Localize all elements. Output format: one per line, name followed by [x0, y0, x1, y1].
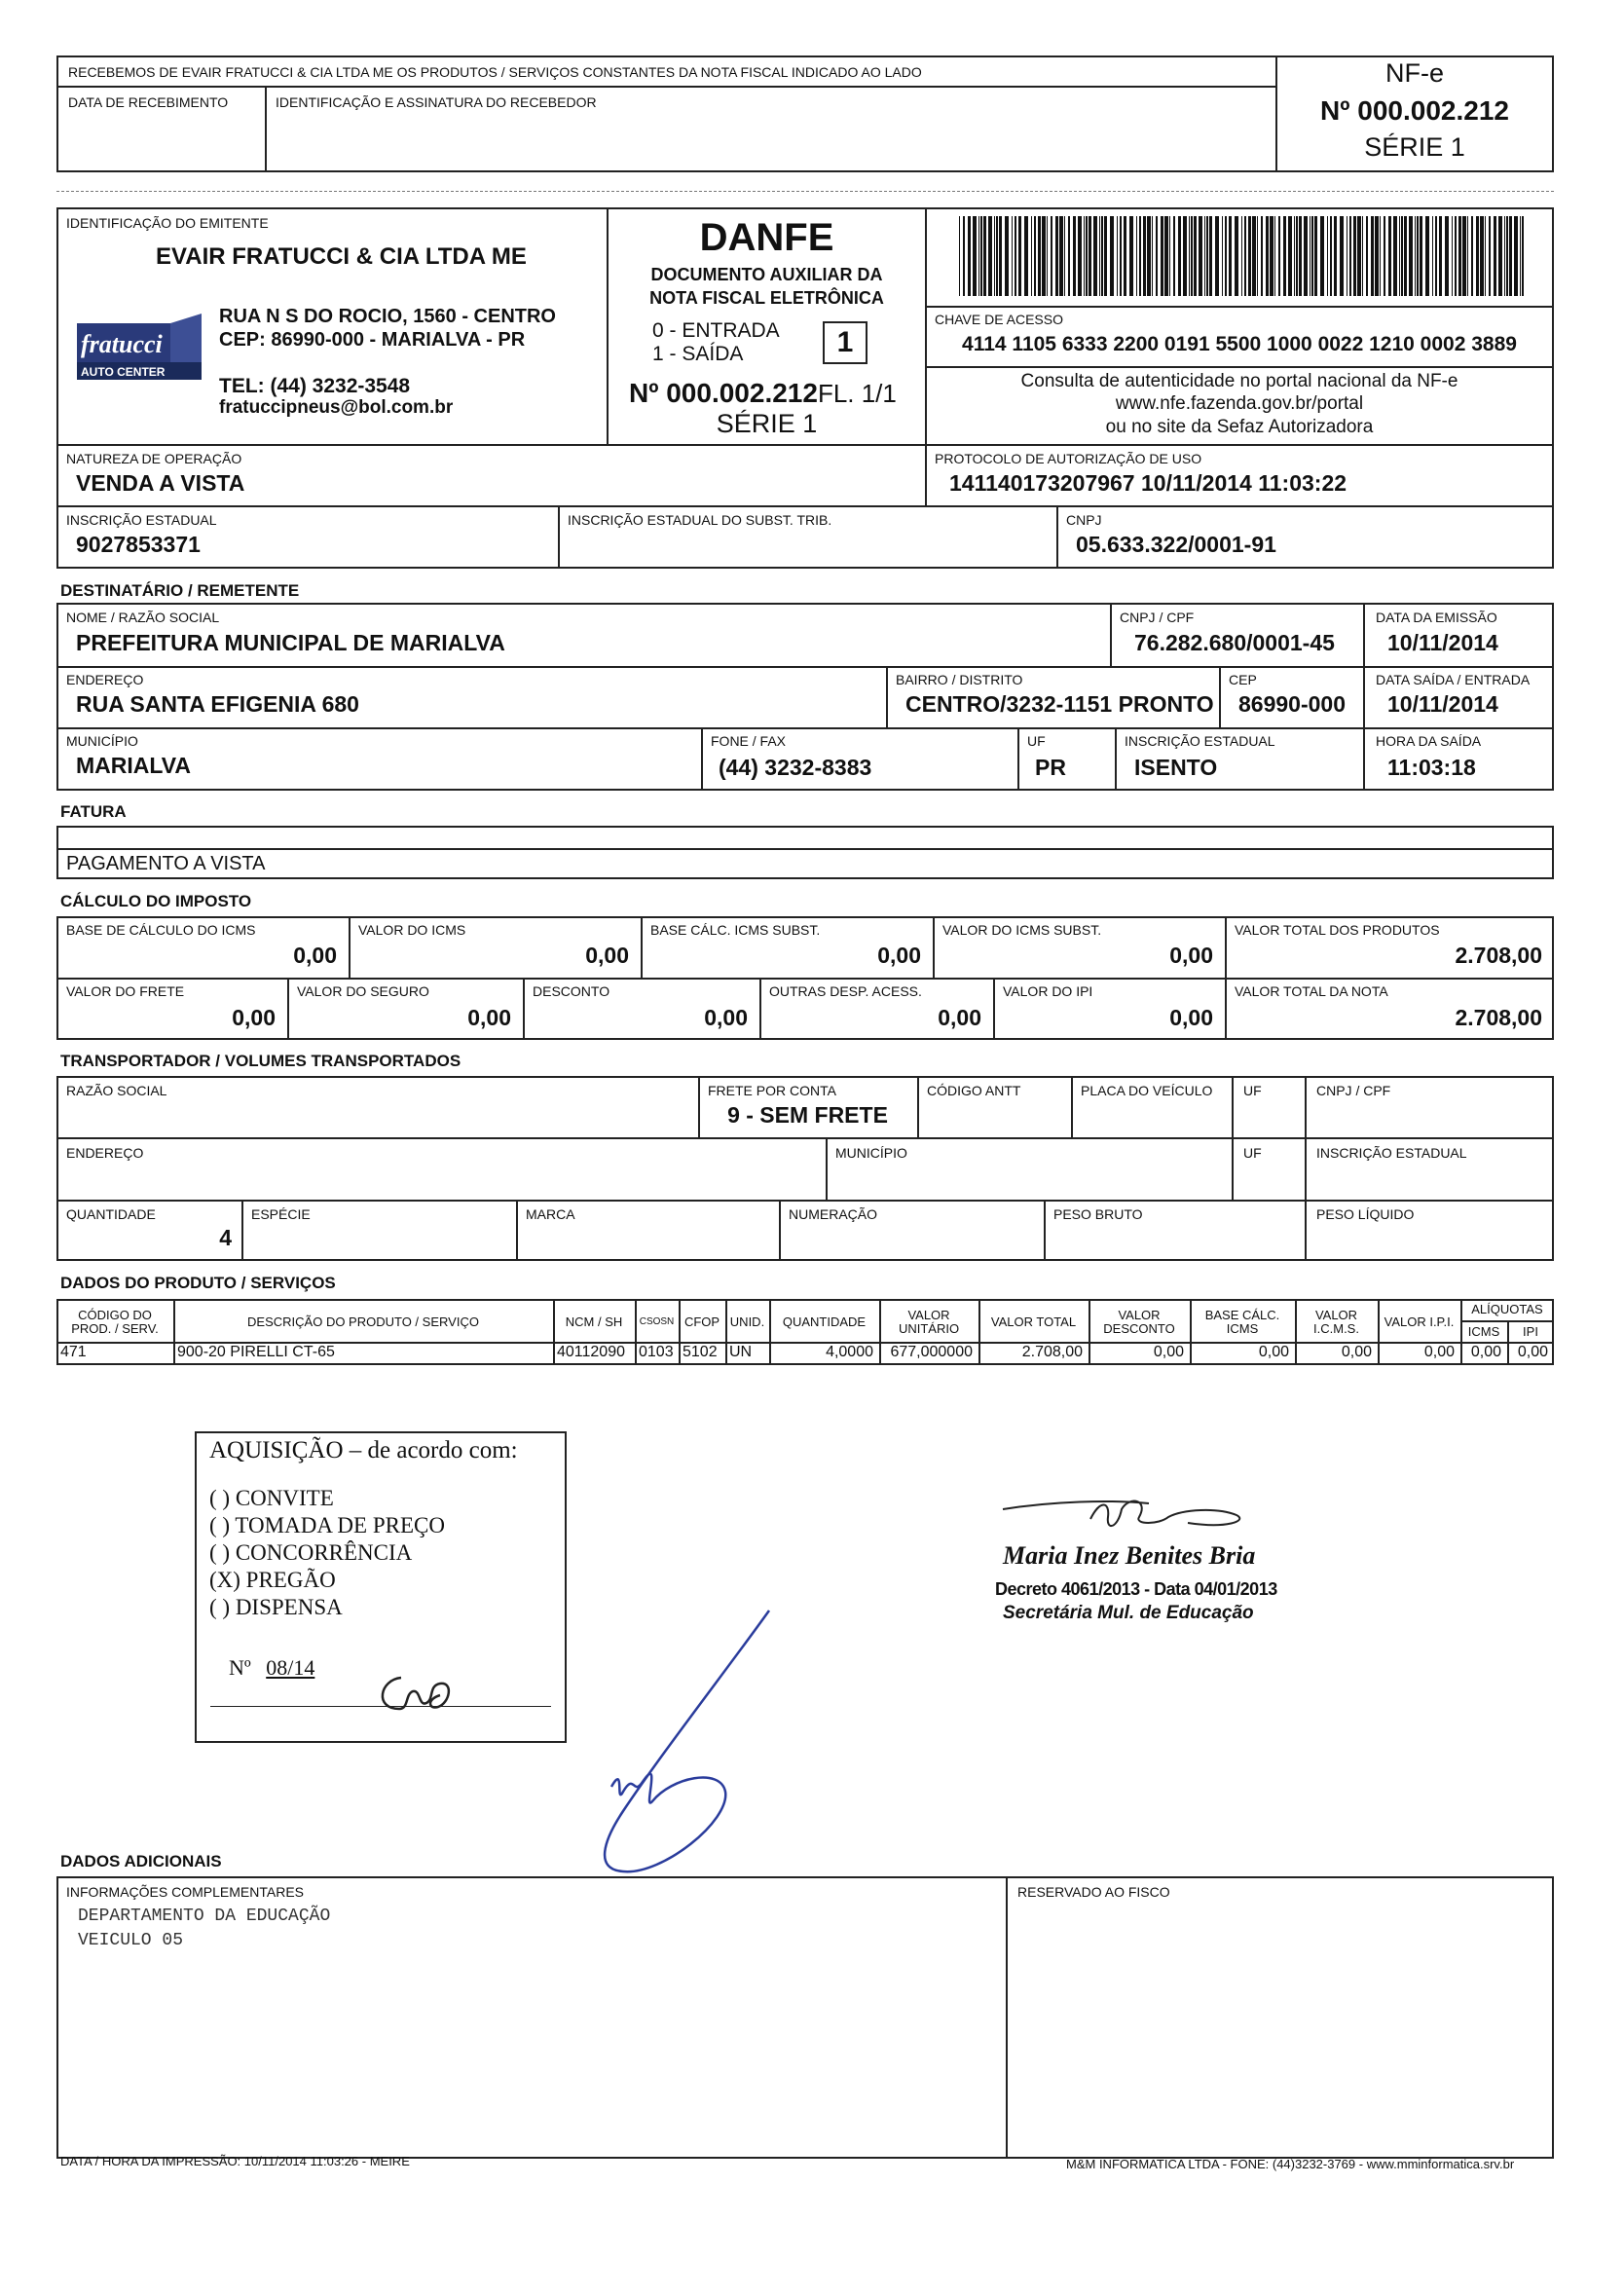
- barcode-bar: [1178, 216, 1181, 296]
- chave-consulta3: ou no site da Sefaz Autorizadora: [1105, 417, 1374, 437]
- barcode-bar: [1357, 216, 1361, 296]
- barcode-bar: [1294, 216, 1295, 296]
- canhoto-numero: Nº 000.002.212: [1320, 95, 1509, 126]
- imposto-label: BASE CÁLC. ICMS SUBST.: [650, 922, 821, 938]
- danfe-folha: FL. 1/1: [817, 379, 897, 408]
- fatura-box: [56, 826, 1554, 879]
- barcode-bar: [1034, 216, 1036, 296]
- barcode-bar: [1209, 216, 1212, 296]
- barcode-bar: [1366, 216, 1368, 296]
- barcode-bar: [1164, 216, 1168, 296]
- chave-value: 4114 1105 6333 2200 0191 5500 1000 0022 1210 0002 3889: [962, 333, 1517, 355]
- cnpj-label: CNPJ: [1066, 512, 1102, 528]
- dest-nome: PREFEITURA MUNICIPAL DE MARIALVA: [76, 630, 505, 655]
- transp-ie-label: INSCRIÇÃO ESTADUAL: [1316, 1145, 1467, 1161]
- natureza-label: NATUREZA DE OPERAÇÃO: [66, 451, 242, 466]
- assinatura-nome: Maria Inez Benites Bria: [1003, 1541, 1256, 1570]
- imposto-label: VALOR DO IPI: [1003, 983, 1093, 999]
- emitente-label: IDENTIFICAÇÃO DO EMITENTE: [66, 215, 269, 231]
- barcode-bar: [968, 216, 971, 296]
- cut-line: [56, 191, 1554, 192]
- barcode-bar: [1467, 216, 1468, 296]
- imposto-label: OUTRAS DESP. ACESS.: [769, 983, 922, 999]
- col-header-base: BASE CÁLC. ICMS: [1204, 1308, 1280, 1336]
- transp-bruto-label: PESO BRUTO: [1053, 1206, 1143, 1222]
- transp-marca-label: MARCA: [526, 1206, 575, 1222]
- barcode-bar: [1471, 216, 1473, 296]
- imposto-value: 0,00: [467, 1005, 511, 1030]
- barcode-bar: [1051, 216, 1052, 296]
- col-header-aipi: IPI: [1523, 1324, 1538, 1339]
- barcode-bar: [1506, 216, 1508, 296]
- barcode: [959, 216, 1524, 296]
- transp-frete-label: FRETE POR CONTA: [708, 1083, 836, 1098]
- barcode-bar: [1498, 216, 1502, 296]
- barcode-bar: [1514, 216, 1518, 296]
- col-header-aliq: ALÍQUOTAS: [1471, 1302, 1543, 1316]
- dest-uf-label: UF: [1027, 733, 1046, 749]
- emitente-nome: EVAIR FRATUCCI & CIA LTDA ME: [156, 243, 527, 270]
- barcode-bar: [1104, 216, 1107, 296]
- danfe-saida: 1 - SAÍDA: [652, 343, 744, 365]
- col-header-unid: UNID.: [729, 1315, 765, 1329]
- barcode-bar: [1117, 216, 1118, 296]
- transp-frete: 9 - SEM FRETE: [727, 1102, 888, 1128]
- stamp-item: ( ) DISPENSA: [209, 1595, 343, 1619]
- dest-hora-label: HORA DA SAÍDA: [1376, 733, 1482, 749]
- transp-endereco-label: ENDEREÇO: [66, 1145, 144, 1161]
- barcode-bar: [1415, 216, 1416, 296]
- info-label: INFORMAÇÕES COMPLEMENTARES: [66, 1884, 304, 1900]
- ie-label: INSCRIÇÃO ESTADUAL: [66, 512, 217, 528]
- barcode-bar: [1452, 216, 1453, 296]
- imposto-label: VALOR TOTAL DOS PRODUTOS: [1235, 922, 1440, 938]
- blue-signature: [584, 1607, 779, 1879]
- fatura-value: PAGAMENTO A VISTA: [66, 853, 266, 874]
- table-cell-vtotal: 2.708,00: [1021, 1344, 1083, 1360]
- chave-label: CHAVE DE ACESSO: [935, 312, 1064, 327]
- danfe-serie: SÉRIE 1: [716, 409, 818, 438]
- barcode-bar: [1143, 216, 1146, 296]
- barcode-bar: [1064, 216, 1065, 296]
- transp-municipio-label: MUNICÍPIO: [835, 1145, 907, 1161]
- barcode-bar: [1417, 216, 1419, 296]
- transp-antt-label: CÓDIGO ANTT: [927, 1083, 1021, 1098]
- dest-cep-label: CEP: [1229, 672, 1257, 687]
- imposto-value: 0,00: [1169, 943, 1213, 968]
- barcode-bar: [1152, 216, 1153, 296]
- barcode-bar: [1261, 216, 1263, 296]
- barcode-bar: [1283, 216, 1286, 296]
- protocolo-label: PROTOCOLO DE AUTORIZAÇÃO DE USO: [935, 451, 1202, 466]
- imposto-value: 0,00: [232, 1005, 276, 1030]
- imposto-label: VALOR TOTAL DA NOTA: [1235, 983, 1388, 999]
- barcode-bar: [1330, 216, 1332, 296]
- barcode-bar: [1129, 216, 1133, 296]
- barcode-bar: [1161, 216, 1163, 296]
- barcode-bar: [1229, 216, 1232, 296]
- danfe-sub2: NOTA FISCAL ELETRÔNICA: [649, 288, 884, 308]
- barcode-bar: [1204, 216, 1205, 296]
- danfe-entrada: 0 - ENTRADA: [652, 319, 780, 342]
- imposto-value: 0,00: [938, 1005, 981, 1030]
- assinatura-decreto: Decreto 4061/2013 - Data 04/01/2013: [995, 1579, 1277, 1599]
- barcode-bar: [1399, 216, 1400, 296]
- chave-consulta2: www.nfe.fazenda.gov.br/portal: [1115, 393, 1364, 414]
- barcode-bar: [1089, 216, 1091, 296]
- danfe-numero-value: Nº 000.002.212: [629, 378, 818, 408]
- col-header-vunit: VALOR UNITÁRIO: [898, 1308, 960, 1336]
- adicionais-section: DADOS ADICIONAIS: [60, 1852, 222, 1870]
- barcode-bar: [1005, 216, 1009, 296]
- transp-uf-label: UF: [1243, 1083, 1262, 1098]
- barcode-bar: [1018, 216, 1021, 296]
- dest-municipio-label: MUNICÍPIO: [66, 733, 138, 749]
- barcode-bar: [1078, 216, 1082, 296]
- col-header-vicms: VALOR I.C.M.S.: [1313, 1308, 1359, 1336]
- barcode-bar: [1124, 216, 1126, 296]
- imposto-value: 2.708,00: [1455, 943, 1542, 968]
- svg-text:AUTO CENTER: AUTO CENTER: [81, 365, 166, 379]
- barcode-bar: [983, 216, 986, 296]
- barcode-bar: [1311, 216, 1313, 296]
- danfe-numero: [629, 378, 897, 409]
- dest-uf: PR: [1035, 755, 1066, 780]
- col-header-descricao: DESCRIÇÃO DO PRODUTO / SERVIÇO: [247, 1315, 479, 1329]
- transp-placa-label: PLACA DO VEÍCULO: [1081, 1083, 1213, 1098]
- barcode-bar: [1520, 216, 1521, 296]
- stamp-item: ( ) CONVITE: [209, 1486, 334, 1510]
- barcode-bar: [994, 216, 995, 296]
- col-header-ncm: NCM / SH: [565, 1315, 623, 1329]
- dest-fone-label: FONE / FAX: [711, 733, 787, 749]
- danfe-tipo: 1: [836, 326, 854, 358]
- emitente-tel: TEL: (44) 3232-3548: [219, 375, 411, 397]
- barcode-bar: [980, 216, 982, 296]
- barcode-bar: [1194, 216, 1197, 296]
- col-header-vipi: VALOR I.P.I.: [1384, 1315, 1455, 1329]
- table-cell-vicms: 0,00: [1341, 1344, 1372, 1360]
- col-header-codigo: CÓDIGO DO PROD. / SERV.: [71, 1308, 159, 1336]
- barcode-bar: [1401, 216, 1403, 296]
- barcode-bar: [1278, 216, 1280, 296]
- barcode-bar: [1068, 216, 1070, 296]
- barcode-bar: [1101, 216, 1103, 296]
- barcode-bar: [1458, 216, 1461, 296]
- col-header-vdesc: VALOR DESCONTO: [1103, 1308, 1175, 1336]
- barcode-bar: [1199, 216, 1202, 296]
- imposto-value: 0,00: [1169, 1005, 1213, 1030]
- barcode-bar: [1183, 216, 1187, 296]
- barcode-bar: [1222, 216, 1223, 296]
- danfe-sub1: DOCUMENTO AUXILIAR DA: [650, 265, 883, 284]
- stamp-item: (X) PREGÃO: [209, 1568, 336, 1592]
- barcode-bar: [1334, 216, 1337, 296]
- barcode-bar: [1241, 216, 1242, 296]
- barcode-bar: [1147, 216, 1151, 296]
- barcode-bar: [1480, 216, 1484, 296]
- stamp-item: ( ) TOMADA DE PREÇO: [209, 1513, 445, 1537]
- emitente-cep: CEP: 86990-000 - MARIALVA - PR: [219, 329, 526, 351]
- transp-cnpj-label: CNPJ / CPF: [1316, 1083, 1391, 1098]
- imposto-value: 0,00: [293, 943, 337, 968]
- col-header-cfop: CFOP: [683, 1315, 720, 1329]
- canhoto-data-recebimento: DATA DE RECEBIMENTO: [68, 94, 229, 110]
- barcode-bar: [1206, 216, 1208, 296]
- dest-cnpj: 76.282.680/0001-45: [1134, 630, 1335, 655]
- canhoto-serie: SÉRIE 1: [1364, 132, 1465, 162]
- barcode-bar: [1173, 216, 1175, 296]
- barcode-bar: [1362, 216, 1363, 296]
- barcode-bar: [1042, 216, 1046, 296]
- barcode-bar: [1059, 216, 1063, 296]
- stamp-numero-value: 08/14: [266, 1655, 315, 1680]
- emitente-email: fratuccipneus@bol.com.br: [219, 397, 454, 418]
- dest-bairro: CENTRO/3232-1151 PRONTO: [905, 691, 1214, 717]
- dest-emissao: 10/11/2014: [1387, 630, 1498, 655]
- barcode-bar: [1031, 216, 1032, 296]
- barcode-bar: [1086, 216, 1088, 296]
- table-cell-ncm: 40112090: [557, 1344, 625, 1360]
- barcode-bar: [1257, 216, 1258, 296]
- assinatura-cargo: Secretária Mul. de Educação: [1003, 1603, 1254, 1623]
- dest-endereco: RUA SANTA EFIGENIA 680: [76, 691, 359, 717]
- table-cell-aipi: 0,00: [1517, 1344, 1548, 1360]
- transp-qtd-label: QUANTIDADE: [66, 1206, 156, 1222]
- table-cell-qtd: 4,0000: [826, 1344, 873, 1360]
- barcode-bar: [1156, 216, 1158, 296]
- barcode-bar: [1093, 216, 1097, 296]
- dest-municipio: MARIALVA: [76, 753, 191, 778]
- barcode-bar: [1084, 216, 1085, 296]
- barcode-bar: [1439, 216, 1442, 296]
- imposto-value: 2.708,00: [1455, 1005, 1542, 1030]
- ie-st-label: INSCRIÇÃO ESTADUAL DO SUBST. TRIB.: [568, 512, 832, 528]
- stamp-title: AQUISIÇÃO – de acordo com:: [209, 1437, 518, 1463]
- barcode-bar: [1215, 216, 1219, 296]
- barcode-bar: [1320, 216, 1324, 296]
- table-cell-unid: UN: [729, 1344, 753, 1360]
- cnpj-value: 05.633.322/0001-91: [1076, 532, 1276, 557]
- col-header-qtd: QUANTIDADE: [782, 1315, 867, 1329]
- transp-especie-label: ESPÉCIE: [251, 1206, 311, 1222]
- barcode-bar: [1252, 216, 1256, 296]
- barcode-bar: [1012, 216, 1013, 296]
- imposto-label: VALOR DO SEGURO: [297, 983, 429, 999]
- barcode-bar: [1388, 216, 1391, 296]
- imposto-value: 0,00: [585, 943, 629, 968]
- imposto-label: VALOR DO ICMS: [358, 922, 466, 938]
- imposto-label: VALOR DO FRETE: [66, 983, 185, 999]
- dest-saida: 10/11/2014: [1387, 691, 1498, 717]
- barcode-bar: [1189, 216, 1190, 296]
- ie-value: 9027853371: [76, 532, 201, 557]
- barcode-bar: [1504, 216, 1505, 296]
- dest-saida-label: DATA SAÍDA / ENTRADA: [1376, 672, 1531, 687]
- barcode-bar: [1476, 216, 1479, 296]
- imposto-value: 0,00: [877, 943, 921, 968]
- footer-software: M&M INFORMATICA LTDA - FONE: (44)3232-3769 - www.mminformatica.srv.br: [1066, 2157, 1515, 2171]
- protocolo-value: 141140173207967 10/11/2014 11:03:22: [949, 470, 1347, 496]
- barcode-bar: [1340, 216, 1344, 296]
- barcode-bar: [1047, 216, 1048, 296]
- dest-emissao-label: DATA DA EMISSÃO: [1376, 610, 1497, 625]
- barcode-bar: [1380, 216, 1381, 296]
- barcode-bar: [1099, 216, 1100, 296]
- imposto-label: VALOR DO ICMS SUBST.: [942, 922, 1102, 938]
- barcode-bar: [1169, 216, 1170, 296]
- barcode-bar: [1139, 216, 1141, 296]
- col-header-csosn: CSOSN: [639, 1316, 675, 1327]
- barcode-bar: [1314, 216, 1317, 296]
- barcode-bar: [1244, 216, 1246, 296]
- stamp-numero: [229, 1655, 314, 1681]
- imposto-label: DESCONTO: [533, 983, 610, 999]
- barcode-bar: [1375, 216, 1379, 296]
- barcode-bar: [1384, 216, 1385, 296]
- table-cell-vdesc: 0,00: [1153, 1344, 1184, 1360]
- barcode-bar: [1055, 216, 1058, 296]
- barcode-bar: [1248, 216, 1251, 296]
- barcode-bar: [1274, 216, 1275, 296]
- barcode-bar: [1327, 216, 1328, 296]
- stamp-item: ( ) CONCORRÊNCIA: [209, 1540, 413, 1565]
- barcode-bar: [1462, 216, 1466, 296]
- table-cell-csosn: 0103: [639, 1344, 674, 1360]
- natureza-value: VENDA A VISTA: [76, 470, 245, 496]
- barcode-bar: [1353, 216, 1356, 296]
- barcode-bar: [959, 216, 960, 296]
- barcode-bar: [1371, 216, 1374, 296]
- transp-numeracao-label: NUMERAÇÃO: [789, 1206, 878, 1222]
- dest-bairro-label: BAIRRO / DISTRITO: [896, 672, 1023, 687]
- barcode-bar: [988, 216, 992, 296]
- table-cell-vunit: 677,000000: [890, 1344, 973, 1360]
- table-cell-descricao: 900-20 PIRELLI CT-65: [177, 1344, 335, 1360]
- table-cell-cfop: 5102: [683, 1344, 718, 1360]
- barcode-bar: [1485, 216, 1486, 296]
- barcode-bar: [1270, 216, 1273, 296]
- fatura-section: FATURA: [60, 802, 127, 821]
- transp-liquido-label: PESO LÍQUIDO: [1316, 1206, 1415, 1222]
- col-header-vtotal: VALOR TOTAL: [990, 1315, 1077, 1329]
- barcode-bar: [1136, 216, 1137, 296]
- chave-consulta1: Consulta de autenticidade no portal nacional da NF-e: [1020, 371, 1458, 391]
- dest-nome-label: NOME / RAZÃO SOCIAL: [66, 610, 220, 625]
- barcode-bar: [1489, 216, 1491, 296]
- danfe-title: DANFE: [699, 216, 834, 259]
- barcode-bar: [978, 216, 979, 296]
- barcode-bar: [1455, 216, 1457, 296]
- barcode-bar: [1266, 216, 1269, 296]
- barcode-bar: [1015, 216, 1016, 296]
- col-header-aicms: ICMS: [1467, 1324, 1500, 1339]
- emitente-logo: [73, 314, 204, 384]
- barcode-bar: [1420, 216, 1422, 296]
- dest-ie-label: INSCRIÇÃO ESTADUAL: [1125, 733, 1275, 749]
- dest-ie: ISENTO: [1134, 755, 1218, 780]
- imposto-value: 0,00: [704, 1005, 748, 1030]
- emitente-endereco: RUA N S DO ROCIO, 1560 - CENTRO: [219, 306, 556, 327]
- table-cell-aicms: 0,00: [1470, 1344, 1501, 1360]
- danfe-tipo-box: [823, 321, 867, 364]
- svg-text:fratucci: fratucci: [81, 330, 163, 358]
- barcode-bar: [999, 216, 1002, 296]
- barcode-bar: [1120, 216, 1122, 296]
- imposto-label: BASE DE CÁLCULO DO ICMS: [66, 922, 256, 938]
- transp-qtd: 4: [219, 1225, 232, 1250]
- table-cell-vipi: 0,00: [1423, 1344, 1455, 1360]
- barcode-bar: [1191, 216, 1193, 296]
- table-cell-codigo: 471: [60, 1344, 87, 1360]
- barcode-bar: [1299, 216, 1302, 296]
- barcode-bar: [1409, 216, 1413, 296]
- barcode-bar: [1494, 216, 1496, 296]
- dest-hora: 11:03:18: [1387, 755, 1476, 780]
- barcode-bar: [1393, 216, 1397, 296]
- dest-endereco-label: ENDEREÇO: [66, 672, 144, 687]
- barcode-bar: [996, 216, 998, 296]
- barcode-bar: [1296, 216, 1298, 296]
- barcode-bar: [1432, 216, 1433, 296]
- barcode-bar: [1024, 216, 1028, 296]
- info-line-2: VEICULO 05: [78, 1931, 184, 1950]
- barcode-bar: [1425, 216, 1429, 296]
- destinatario-section: DESTINATÁRIO / REMETENTE: [60, 581, 300, 600]
- transportador-section: TRANSPORTADOR / VOLUMES TRANSPORTADOS: [60, 1052, 461, 1070]
- info-line-1: DEPARTAMENTO DA EDUCAÇÃO: [78, 1907, 331, 1926]
- barcode-bar: [1304, 216, 1308, 296]
- canhoto-recebemos: RECEBEMOS DE EVAIR FRATUCCI & CIA LTDA ME OS PRODUTOS / SERVIÇOS CONSTANTES DA NOTA FISCAL INDICADO AO LADO: [68, 64, 922, 80]
- barcode-bar: [1404, 216, 1407, 296]
- barcode-bar: [1509, 216, 1512, 296]
- stamp-numero-label: Nº: [229, 1655, 251, 1680]
- fisco-label: RESERVADO AO FISCO: [1017, 1884, 1170, 1900]
- imposto-section: CÁLCULO DO IMPOSTO: [60, 892, 252, 910]
- transp-uf2-label: UF: [1243, 1145, 1262, 1161]
- dest-cep: 86990-000: [1238, 691, 1346, 717]
- barcode-bar: [963, 216, 965, 296]
- canhoto-identificacao: IDENTIFICAÇÃO E ASSINATURA DO RECEBEDOR: [276, 94, 597, 110]
- barcode-bar: [1349, 216, 1351, 296]
- barcode-bar: [973, 216, 977, 296]
- transp-razao-label: RAZÃO SOCIAL: [66, 1083, 167, 1098]
- canhoto-nfe: NF-e: [1385, 58, 1444, 88]
- barcode-bar: [1522, 216, 1524, 296]
- table-cell-base: 0,00: [1258, 1344, 1289, 1360]
- barcode-bar: [1445, 216, 1449, 296]
- barcode-bar: [1435, 216, 1437, 296]
- dest-cnpj-label: CNPJ / CPF: [1120, 610, 1195, 625]
- barcode-bar: [1225, 216, 1227, 296]
- dest-fone: (44) 3232-8383: [719, 755, 872, 780]
- initials-signature: [370, 1670, 477, 1723]
- barcode-bar: [1235, 216, 1238, 296]
- produtos-section: DADOS DO PRODUTO / SERVIÇOS: [60, 1274, 336, 1292]
- barcode-bar: [1288, 216, 1292, 296]
- barcode-bar: [1038, 216, 1041, 296]
- footer-impressao: DATA / HORA DA IMPRESSÃO: 10/11/2014 11:03:26 - MEIRE: [60, 2154, 410, 2168]
- barcode-bar: [1073, 216, 1076, 296]
- barcode-bar: [1110, 216, 1114, 296]
